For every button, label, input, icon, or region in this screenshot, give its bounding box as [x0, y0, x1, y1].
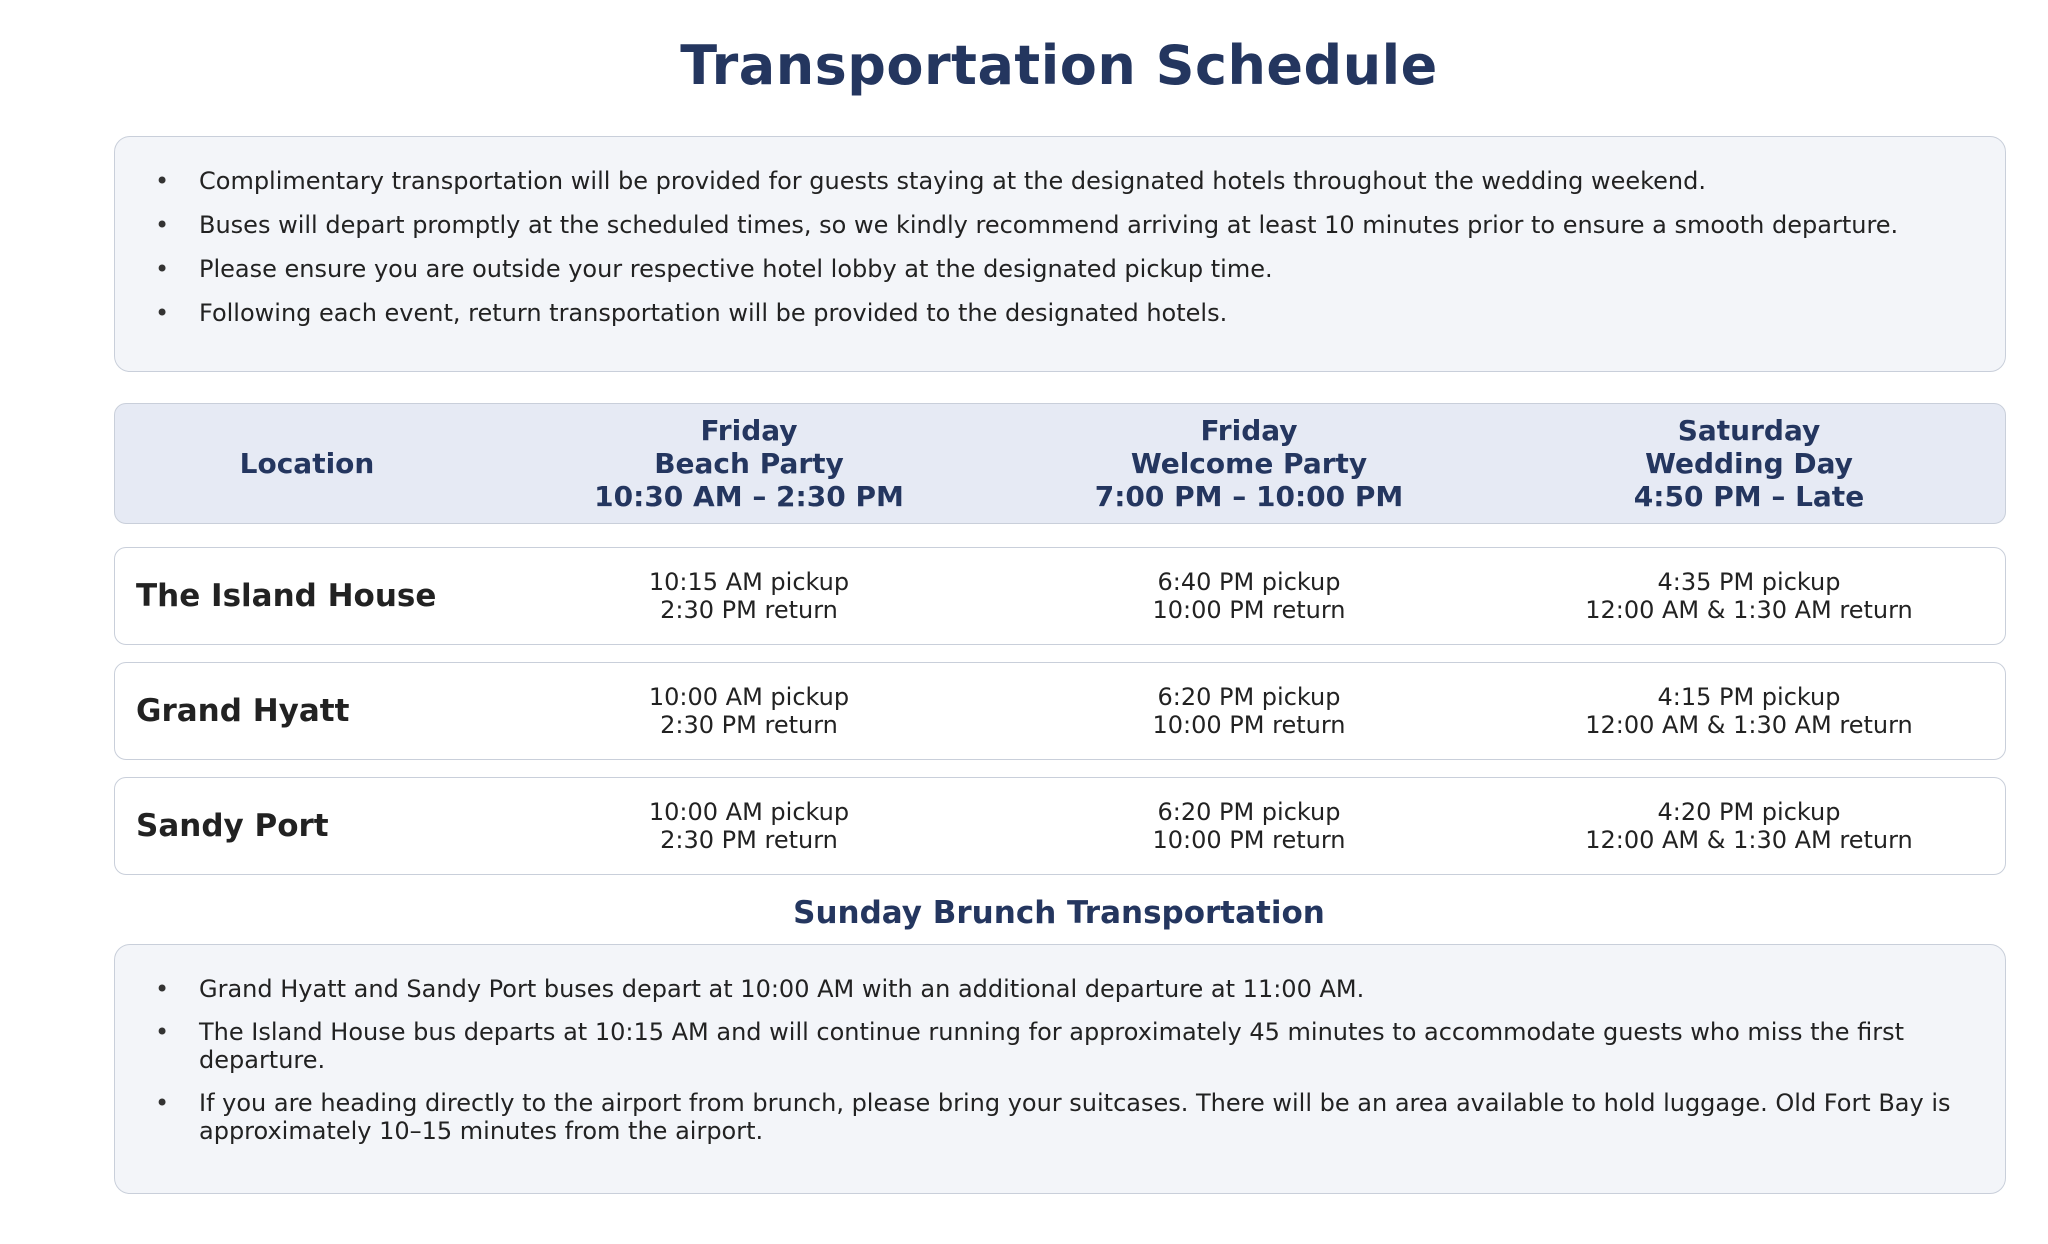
return-time: 12:00 AM & 1:30 AM return [1585, 596, 1913, 624]
header-line: Beach Party [654, 447, 844, 480]
note-item [155, 211, 1965, 239]
header-line: 7:00 PM – 10:00 PM [1094, 480, 1404, 513]
note-text: If you are heading directly to the airport from brunch, please bring your suitcases. There will be an area available to hold luggage. Old Fort Bay is approximately 10–15 minutes from the airport. [199, 1089, 1951, 1145]
header-location [115, 404, 499, 523]
brunch-section-title: Sunday Brunch Transportation [793, 895, 1325, 931]
schedule-cell [999, 663, 1499, 759]
note-item [155, 1089, 1965, 1145]
return-time: 10:00 PM return [1152, 596, 1346, 624]
schedule-cell [1499, 778, 1999, 874]
header-beach-party [499, 404, 999, 523]
return-time: 12:00 AM & 1:30 AM return [1585, 826, 1913, 854]
return-time: 2:30 PM return [660, 711, 838, 739]
note-text: Complimentary transportation will be provided for guests staying at the designated hotels throughout the wedding weekend. [199, 167, 1706, 195]
pickup-time: 4:15 PM pickup [1657, 683, 1841, 711]
return-time: 2:30 PM return [660, 596, 838, 624]
schedule-table-header [114, 403, 2006, 524]
header-line: Saturday [1677, 414, 1821, 447]
return-time: 12:00 AM & 1:30 AM return [1585, 711, 1913, 739]
note-text: Grand Hyatt and Sandy Port buses depart at 10:00 AM with an additional departure at 11:00 AM. [199, 975, 1365, 1003]
note-item [155, 975, 1965, 1003]
note-text: The Island House bus departs at 10:15 AM and will continue running for approximately 45 minutes to accommodate guests who miss the first departure. [199, 1018, 1904, 1074]
table-row-island-house [114, 547, 2006, 645]
header-line: Welcome Party [1130, 447, 1368, 480]
header-line: Location [239, 447, 375, 480]
header-line: Friday [700, 414, 798, 447]
bullet-icon: • [155, 975, 170, 1003]
schedule-cell [1499, 548, 1999, 644]
header-line: 4:50 PM – Late [1633, 480, 1865, 513]
header-line: 10:30 AM – 2:30 PM [594, 480, 904, 513]
location-name: Sandy Port [136, 808, 329, 844]
schedule-cell [499, 548, 999, 644]
pickup-time: 4:35 PM pickup [1657, 568, 1841, 596]
brunch-notes-panel [114, 944, 2006, 1194]
location-name: Grand Hyatt [136, 693, 350, 729]
pickup-time: 10:00 AM pickup [648, 798, 850, 826]
pickup-time: 10:15 AM pickup [648, 568, 850, 596]
note-item [155, 255, 1965, 283]
return-time: 10:00 PM return [1152, 826, 1346, 854]
return-time: 10:00 PM return [1152, 711, 1346, 739]
header-line: Wedding Day [1645, 447, 1853, 480]
bullet-icon: • [155, 255, 170, 283]
transportation-notes-list [155, 167, 1965, 327]
header-wedding-day [1499, 404, 1999, 523]
transportation-notes-panel [114, 136, 2006, 372]
return-time: 2:30 PM return [660, 826, 838, 854]
pickup-time: 10:00 AM pickup [648, 683, 850, 711]
brunch-notes-list [155, 975, 1965, 1145]
note-item [155, 1018, 1965, 1074]
table-row-grand-hyatt [114, 662, 2006, 760]
note-text: Following each event, return transportation will be provided to the designated hotels. [199, 299, 1228, 327]
bullet-icon: • [155, 299, 170, 327]
page-title: Transportation Schedule [680, 34, 1438, 97]
note-text: Buses will depart promptly at the scheduled times, so we kindly recommend arriving at least 10 minutes prior to ensure a smooth departure. [199, 211, 1899, 239]
schedule-cell [999, 548, 1499, 644]
header-line: Friday [1200, 414, 1298, 447]
bullet-icon: • [155, 1089, 170, 1117]
bullet-icon: • [155, 211, 170, 239]
schedule-cell [1499, 663, 1999, 759]
pickup-time: 6:40 PM pickup [1157, 568, 1341, 596]
schedule-cell [499, 778, 999, 874]
schedule-cell [499, 663, 999, 759]
pickup-time: 6:20 PM pickup [1157, 798, 1341, 826]
note-item [155, 299, 1965, 327]
bullet-icon: • [155, 167, 170, 195]
table-row-sandy-port [114, 777, 2006, 875]
note-item [155, 167, 1965, 195]
bullet-icon: • [155, 1018, 170, 1046]
note-text: Please ensure you are outside your respective hotel lobby at the designated pickup time. [199, 255, 1273, 283]
location-name: The Island House [136, 578, 437, 614]
pickup-time: 4:20 PM pickup [1657, 798, 1841, 826]
schedule-cell [999, 778, 1499, 874]
header-welcome-party [999, 404, 1499, 523]
pickup-time: 6:20 PM pickup [1157, 683, 1341, 711]
